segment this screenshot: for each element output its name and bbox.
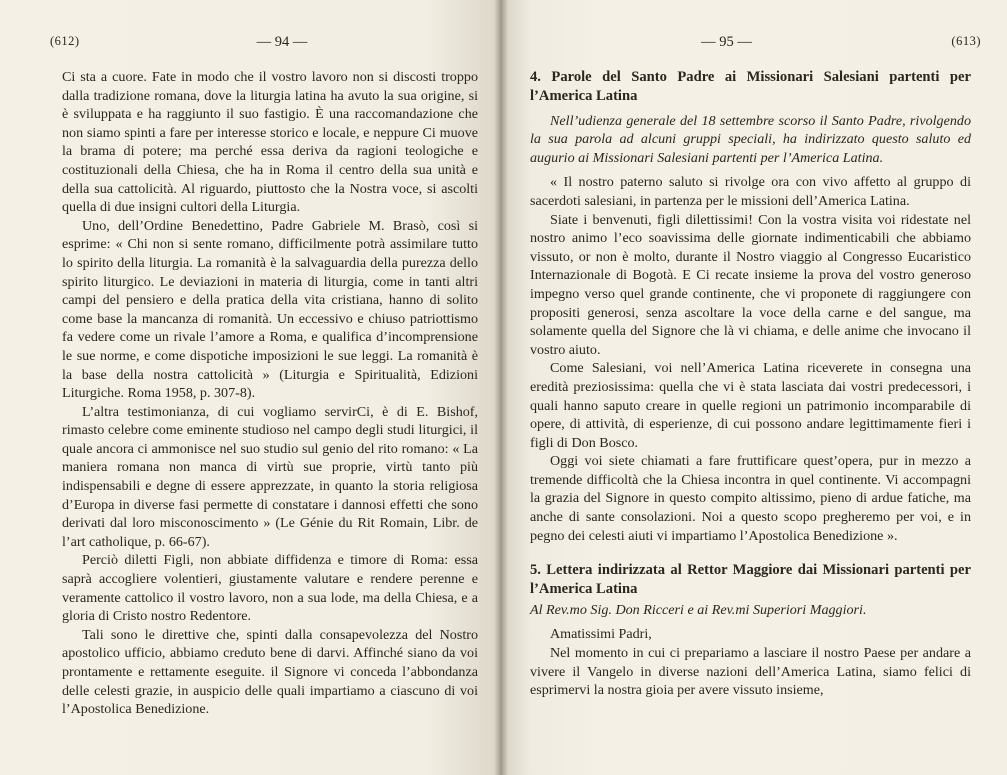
letter-salutation: Amatissimi Padri,	[550, 626, 652, 643]
left-page	[0, 0, 500, 775]
left-paragraph: L’altra testimonianza, di cui vogliamo servirCi, è di E. Bishof, rimasto celebre come eminente studioso nel campo degli studi liturgici, il quale ancora ci ammonisce nel suo studio sul genio del rito romano: « La maniera romana non manca di virtù sue proprie, virtù tanto più indispensabili e degne di essere apprezzate, in quanto la storia religiosa d’Europa in diverse fasi permette di constatare i dannosi effetti che sono derivati dal loro misconoscimento » (Le Génie du Rit Romain, Libr. de l’art catholique, p. 66-67).	[62, 403, 478, 550]
left-paragraph: Ci sta a cuore. Fate in modo che il vostro lavoro non si discosti troppo dalla tradizione romana, dove la liturgia latina ha avuto la sua origine, si è sviluppata e ha raggiunto il suo fastigio. È una raccomandazione che non siamo spinti a fare per interesse storico e locale, e neppure Ci muove la brama di potere; ma perché essa deriva da ragioni teologiche e costituzionali della Chiesa, che ha in Roma il centro della sua unità e della sua cattolicità. Al riguardo, piuttosto che la Nostra voce, si ascolti quella di due insigni cultori della Liturgia.	[62, 69, 478, 216]
left-running-head	[50, 34, 478, 56]
left-paragraph: Perciò diletti Figli, non abbiate diffidenza e timore di Roma: essa saprà accogliere volentieri, giustamente valutare e rendere perenne e veramente cattolico il vostro lavoro, non a sua lode, ma della Chiesa, e a gloria di Cristo nostro Redentore.	[62, 552, 478, 625]
left-paragraph: Uno, dell’Ordine Benedettino, Padre Gabriele M. Brasò, così si esprime: « Chi non si sente romano, difficilmente potrà assimilare tutto lo spirito della liturgia. La romanità è la salvaguardia della purezza dello spirito liturgico. Le deviazioni in materia di liturgia, come in tanti altri campi del pensiero e della pratica della vita cristiana, hanno di solito come base la mancanza di romanità. Un eccessivo e chiuso patriottismo fa vedere come un rivale l’amore a Roma, e qualifica d’incomprensione le sue norme, e come dispotiche imposizioni le sue leggi. La romanità è la base della nostra cattolicità » (Liturgia e Spiritualità, Edizioni Liturgiche. Roma 1958, p. 307-8).	[62, 217, 478, 402]
right-paragraph: Come Salesiani, voi nell’America Latina riceverete in consegna una eredità preziosissima: quella che vi è stata lasciata dai vostri predecessori, i quali hanno saputo creare in quelle regioni un patrimonio incomparabile di opere, di attività, di esperienze, di cui possono andare legittimamente fieri i figli di Don Bosco.	[530, 360, 971, 451]
right-paragraph: Oggi voi siete chiamati a fare fruttificare quest’opera, pur in mezzo a tremende difficoltà che la Chiesa incontra in quel continente. Vi accompagni la grazia del Signore in questo compito altissimo, pieno di ardue fatiche, ma anche di sante consolazioni. Noi a questo scopo pregheremo per voi, e in pegno dei celesti aiuti vi impartiamo l’Apostolica Benedizione ».	[530, 453, 971, 544]
section-5-heading: 5. Lettera indirizzata al Rettor Maggiore dai Missionari partenti per l’America Latina	[530, 562, 971, 598]
section-4-intro: Nell’udienza generale del 18 settembre scorso il Santo Padre, rivolgendo la sua parola ad alcuni gruppi speciali, ha indirizzato questo saluto ed augurio ai Missionari Salesiani partenti per l’America Latina.	[530, 112, 971, 166]
section-4-heading: 4. Parole del Santo Padre ai Missionari Salesiani partenti per l’America Latina	[530, 69, 971, 104]
right-paragraph: Nel momento in cui ci prepariamo a lasciare il nostro Paese per andare a vivere il Vangelo in diverse nazioni dell’America Latina, siamo felici di esprimervi la nostra gioia per avere vissuto insieme,	[530, 645, 971, 699]
right-page	[500, 0, 1007, 775]
right-paragraph: « Il nostro paterno saluto si rivolge ora con vivo affetto al gruppo di sacerdoti salesiani, in partenza per le missioni dell’America Latina.	[530, 174, 971, 209]
right-paragraph: Siate i benvenuti, figli dilettissimi! Con la vostra visita voi ridestate nel nostro animo l’eco soavissima delle giornate indimenticabili che abbiamo vissuto, or non è molto, durante il Nostro viaggio al Congresso Eucaristico Internazionale di Bogotà. E Ci recate insieme la prova del vostro generoso impegno verso quel grande continente, che vi proponete di raggiungere con propositi generosi, senza ascoltare la voce della carne e del sangue, ma solamente quella del Signore che là vi chiama, e delle anime che invocano il vostro aiuto.	[530, 211, 971, 358]
left-original-page-number: (612)	[50, 34, 80, 48]
right-folio: — 95 —	[701, 34, 752, 50]
letter-recipient: Al Rev.mo Sig. Don Ricceri e ai Rev.mi Superiori Maggiori.	[530, 601, 867, 618]
left-paragraph: Tali sono le direttive che, spinti dalla consapevolezza del Nostro apostolico ufficio, abbiamo creduto bene di darvi. Affinché siano da voi prontamente e rettamente eseguite. il Signore vi conceda l’abbondanza delle celesti grazie, in auspicio delle quali impartiamo a ciascuno di voi l’Apostolica Benedizione.	[62, 626, 478, 718]
right-original-page-number: (613)	[951, 34, 981, 48]
right-running-head	[530, 34, 981, 56]
left-folio: — 94 —	[256, 34, 308, 50]
